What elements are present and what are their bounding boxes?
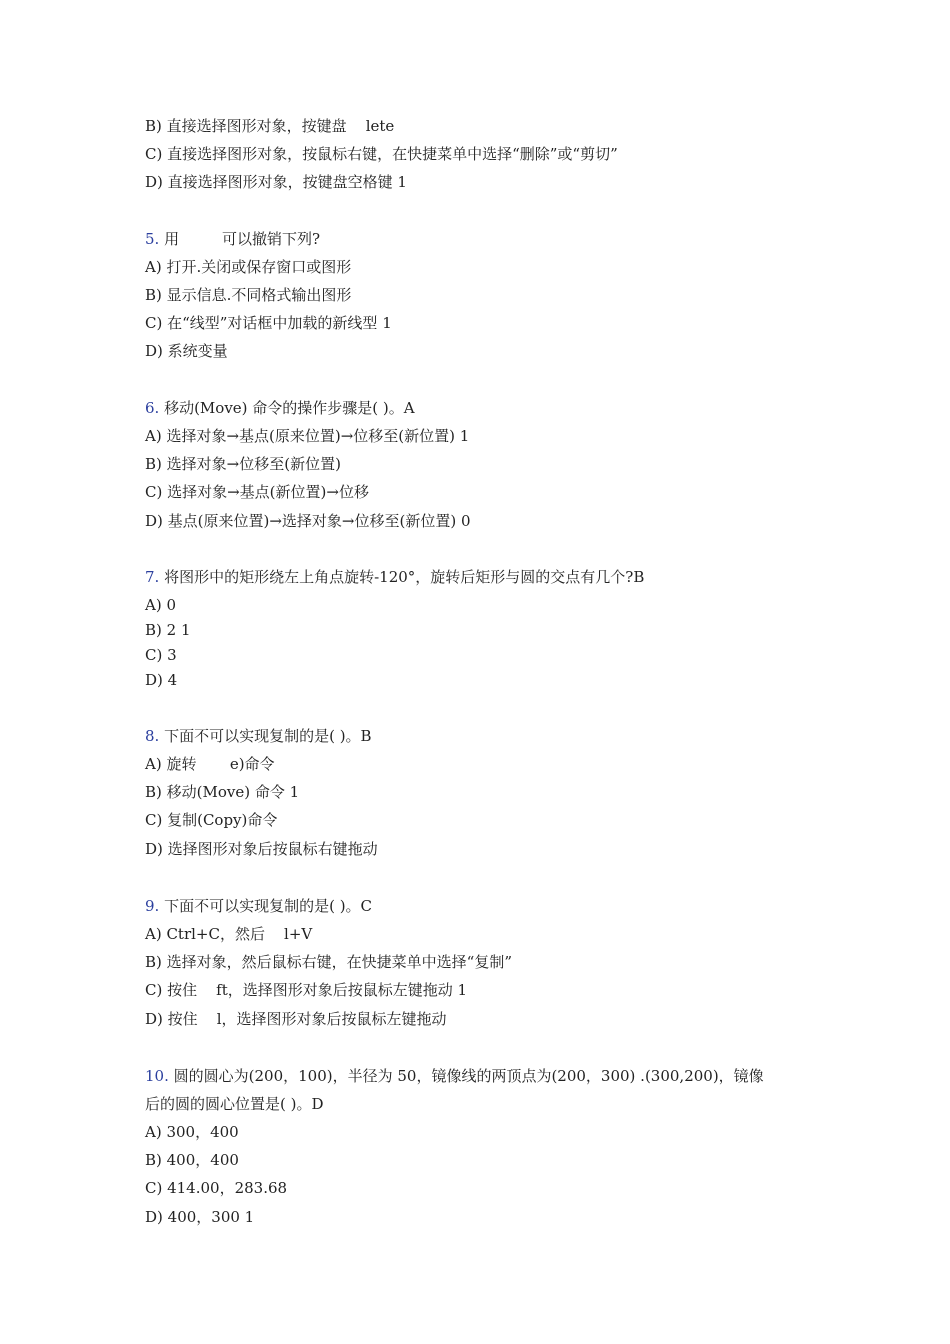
q8-option-d: D) 选择图形对象后按鼠标右键拖动 — [145, 840, 378, 858]
q10-text: 圆的圆心为(200，100)，半径为 50，镜像线的两顶点为(200，300) .(300,200)，镜像 — [168, 1067, 764, 1085]
q6-number: 6. — [145, 399, 160, 417]
q7-number: 7. — [145, 568, 160, 586]
q8-stem — [145, 726, 372, 746]
q4-option-c: C) 直接选择图形对象，按鼠标右键，在快捷菜单中选择“删除”或“剪切” — [145, 145, 618, 163]
q9-option-d: D) 按住 l，选择图形对象后按鼠标左键拖动 — [145, 1010, 447, 1028]
q7-option-d: D) 4 — [145, 671, 178, 689]
q7-option-c: C) 3 — [145, 646, 177, 664]
q5-text: 用 可以撤销下列? — [159, 230, 321, 248]
q7-stem — [145, 567, 644, 587]
q8-text: 下面不可以实现复制的是( )。B — [159, 727, 372, 745]
q5-option-d: D) 系统变量 — [145, 342, 228, 360]
q10-stem-continued: 后的圆的圆心位置是( )。D — [145, 1095, 324, 1113]
q4-option-b: B) 直接选择图形对象，按键盘 lete — [145, 117, 395, 135]
q5-option-a: A) 打开.关闭或保存窗口或图形 — [145, 258, 352, 276]
q10-option-a: A) 300，400 — [145, 1123, 239, 1141]
q8-option-b: B) 移动(Move) 命令 1 — [145, 783, 300, 801]
q5-stem — [145, 229, 320, 249]
q7-text: 将图形中的矩形绕左上角点旋转-120°，旋转后矩形与圆的交点有几个?B — [159, 568, 645, 586]
q4-option-d: D) 直接选择图形对象，按键盘空格键 1 — [145, 173, 407, 191]
q8-number: 8. — [145, 727, 160, 745]
q10-option-c: C) 414.00，283.68 — [145, 1179, 288, 1197]
q5-number: 5. — [145, 230, 160, 248]
q10-stem — [145, 1066, 764, 1086]
q9-option-a: A) Ctrl+C，然后 l+V — [145, 925, 313, 943]
q10-number: 10. — [145, 1067, 169, 1085]
q6-option-d: D) 基点(原来位置)→选择对象→位移至(新位置) 0 — [145, 512, 471, 530]
q5-option-c: C) 在“线型”对话框中加载的新线型 1 — [145, 314, 392, 332]
q9-option-c: C) 按住 ft，选择图形对象后按鼠标左键拖动 1 — [145, 981, 468, 999]
q6-text: 移动(Move) 命令的操作步骤是( )。A — [159, 399, 415, 417]
q10-option-d: D) 400，300 1 — [145, 1208, 255, 1226]
q7-option-a: A) 0 — [145, 596, 176, 614]
q9-stem — [145, 896, 372, 916]
q6-option-b: B) 选择对象→位移至(新位置) — [145, 455, 341, 473]
q9-number: 9. — [145, 897, 160, 915]
q9-text: 下面不可以实现复制的是( )。C — [159, 897, 373, 915]
q9-option-b: B) 选择对象，然后鼠标右键，在快捷菜单中选择“复制” — [145, 953, 512, 971]
q8-option-c: C) 复制(Copy)命令 — [145, 811, 278, 829]
q6-option-a: A) 选择对象→基点(原来位置)→位移至(新位置) 1 — [145, 427, 470, 445]
q10-option-b: B) 400，400 — [145, 1151, 239, 1169]
q5-option-b: B) 显示信息.不同格式输出图形 — [145, 286, 352, 304]
q7-option-b: B) 2 1 — [145, 621, 191, 639]
q6-option-c: C) 选择对象→基点(新位置)→位移 — [145, 483, 369, 501]
q8-option-a: A) 旋转 e)命令 — [145, 755, 275, 773]
q6-stem — [145, 398, 415, 418]
